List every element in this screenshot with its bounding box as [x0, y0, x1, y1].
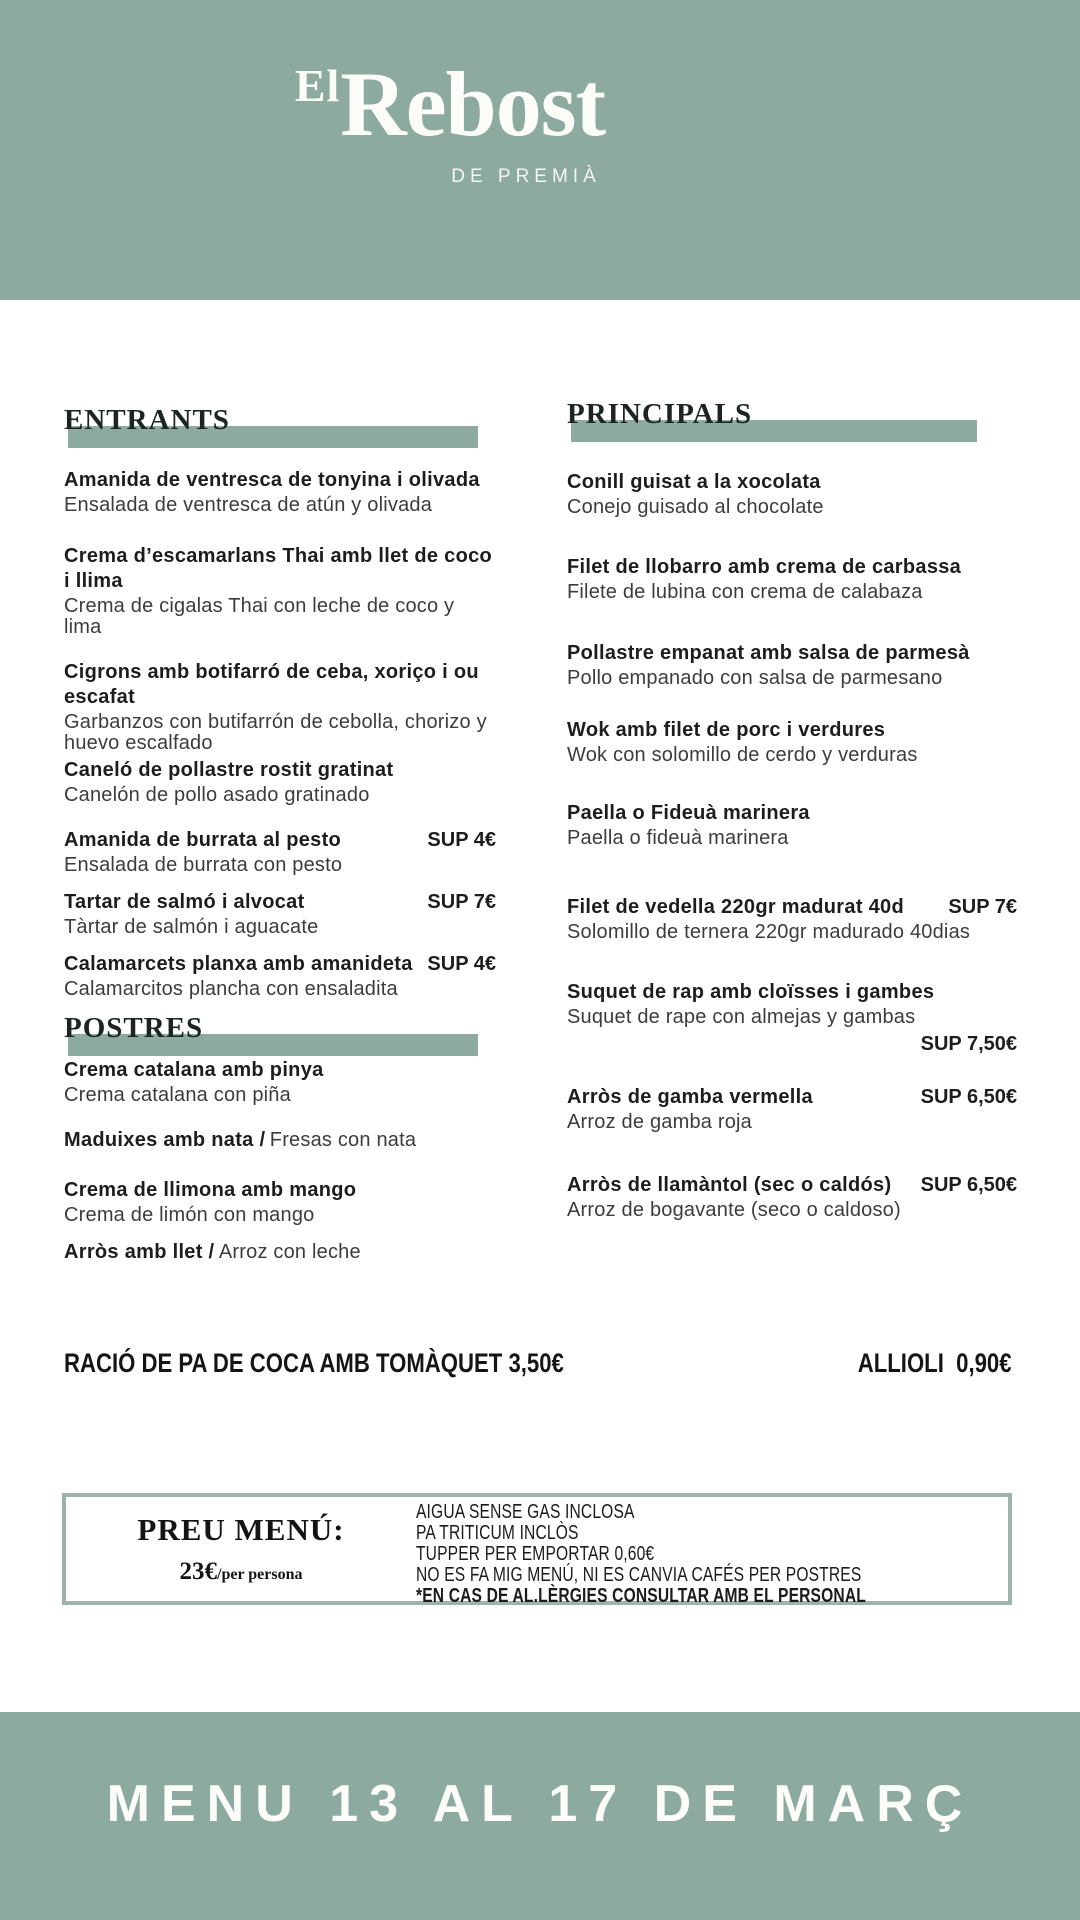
menu-item — [64, 952, 496, 1000]
menu-item — [567, 641, 1017, 689]
dish-name-es: Filete de lubina con crema de calabaza — [567, 581, 923, 603]
extras-row — [64, 1348, 1012, 1379]
menu-item — [567, 801, 1017, 849]
supplement-price: SUP 4€ — [427, 829, 496, 851]
menu-item — [64, 890, 496, 938]
dish-name-ca: Crema d’escamarlans Thai amb llet de coco i llima — [64, 545, 493, 592]
dish-name-ca: Arròs de llamàntol (sec o caldós) — [567, 1174, 892, 1196]
header-band — [0, 0, 1080, 300]
price-per: /per persona — [217, 1566, 303, 1583]
dish-name-ca: Conill guisat a la xocolata — [567, 471, 821, 493]
dish-name-es: Crema de limón con mango — [64, 1204, 315, 1226]
column-principals — [567, 398, 1017, 1221]
price-label: PREU MENÚ: — [137, 1512, 345, 1547]
dish-name-ca: Suquet de rap amb cloïsses i gambes — [567, 981, 935, 1003]
menu-item — [567, 895, 1017, 943]
menu-item — [567, 470, 1017, 518]
dish-name-es: Ensalada de ventresca de atún y olivada — [64, 494, 433, 516]
menu-item — [64, 828, 496, 876]
dish-name-es: Conejo guisado al chocolate — [567, 496, 824, 518]
supplement-price: SUP 7€ — [948, 896, 1017, 918]
dish-name-es: Arroz de bogavante (seco o caldoso) — [567, 1199, 901, 1221]
dish-name-ca: Filet de llobarro amb crema de carbassa — [567, 556, 962, 578]
menu-item — [567, 555, 1017, 603]
dish-name-es: Ensalada de burrata con pesto — [64, 854, 343, 876]
logo-rebost: Rebost — [340, 53, 606, 155]
logo-wordmark — [0, 53, 990, 155]
note-line-allergies: *EN CAS DE AL.LÈRGIES CONSULTAR AMB EL PERSONAL — [416, 1585, 866, 1607]
menu-item — [567, 1173, 1017, 1221]
dish-name-es: Garbanzos con butifarrón de cebolla, chorizo y huevo escalfado — [64, 711, 487, 754]
dish-name-es: Calamarcitos plancha con ensaladita — [64, 978, 398, 1000]
dish-name-es: Arroz de gamba roja — [567, 1111, 753, 1133]
dish-name-ca: Amanida de ventresca de tonyina i olivada — [64, 469, 480, 491]
price-box-notes — [416, 1497, 1008, 1607]
dish-name-ca: Calamarcets planxa amb amanideta — [64, 953, 413, 975]
section-heading-entrants: ENTRANTS — [64, 404, 496, 448]
column-entrants — [64, 404, 496, 1265]
menu-item — [567, 980, 1017, 1057]
menu-item — [567, 1085, 1017, 1133]
dish-name-es: Wok con solomillo de cerdo y verduras — [567, 744, 918, 766]
logo-subtitle: DE PREMIÀ — [451, 166, 601, 187]
section-heading-postres: POSTRES — [64, 1012, 496, 1056]
logo — [0, 53, 1080, 188]
note-line: TUPPER PER EMPORTAR 0,60€ — [416, 1543, 655, 1565]
footer-band — [0, 1712, 1080, 1920]
dish-name-es: Solomillo de ternera 220gr madurado 40dias — [567, 921, 971, 943]
section-heading-principals: PRINCIPALS — [567, 398, 1017, 442]
menu-item — [567, 718, 1017, 766]
dish-name-es: Paella o fideuà marinera — [567, 827, 789, 849]
menu-item — [64, 1058, 496, 1106]
dish-name-ca: Arròs amb llet / — [64, 1241, 215, 1263]
note-line: PA TRITICUM INCLÒS — [416, 1522, 579, 1544]
dish-name-ca: Pollastre empanat amb salsa de parmesà — [567, 642, 970, 664]
supplement-price: SUP 6,50€ — [920, 1174, 1017, 1196]
dish-name-ca: Amanida de burrata al pesto — [64, 829, 342, 851]
dish-name-ca: Crema catalana amb pinya — [64, 1059, 324, 1081]
price-box — [62, 1493, 1012, 1605]
dish-name-es: Pollo empanado con salsa de parmesano — [567, 667, 943, 689]
menu-item — [64, 1128, 496, 1153]
dish-name-es: Canelón de pollo asado gratinado — [64, 784, 370, 806]
price-value — [180, 1558, 303, 1586]
menu-item — [64, 660, 496, 754]
dish-name-ca: Cigrons amb botifarró de ceba, xoriço i ou escafat — [64, 661, 479, 708]
dish-name-es: Crema de cigalas Thai con leche de coco y lima — [64, 595, 455, 638]
dish-name-es: Fresas con nata — [269, 1129, 417, 1151]
dish-name-ca: Maduixes amb nata / — [64, 1129, 266, 1151]
supplement-price: SUP 6,50€ — [920, 1086, 1017, 1108]
dish-name-ca: Tartar de salmó i alvocat — [64, 891, 305, 913]
dish-name-ca: Wok amb filet de porc i verdures — [567, 719, 886, 741]
note-line: AIGUA SENSE GAS INCLOSA — [416, 1501, 635, 1523]
menu-item — [64, 1178, 496, 1226]
dish-name-es: Arroz con leche — [218, 1241, 361, 1263]
price-box-left — [66, 1497, 416, 1601]
footer-title: MENU 13 AL 17 DE MARÇ — [106, 1775, 974, 1833]
note-line: NO ES FA MIG MENÚ, NI ES CANVIA CAFÉS PER POSTRES — [416, 1564, 862, 1586]
menu-item — [64, 544, 496, 638]
dish-name-ca: Caneló de pollastre rostit gratinat — [64, 759, 394, 781]
supplement-price: SUP 4€ — [427, 953, 496, 975]
supplement-price: SUP 7€ — [427, 891, 496, 913]
dish-name-ca: Filet de vedella 220gr madurat 40d — [567, 896, 904, 918]
dish-name-es: Suquet de rape con almejas y gambas — [567, 1006, 916, 1028]
dish-name-es: Crema catalana con piña — [64, 1084, 291, 1106]
dish-name-ca: Crema de llimona amb mango — [64, 1179, 357, 1201]
menu-item — [64, 468, 496, 516]
dish-name-ca: Paella o Fideuà marinera — [567, 802, 810, 824]
dish-name-es: Tàrtar de salmón i aguacate — [64, 916, 319, 938]
menu-item — [64, 758, 496, 806]
extra-bread: RACIÓ DE PA DE COCA AMB TOMÀQUET 3,50€ — [64, 1348, 564, 1378]
menu-item — [64, 1240, 496, 1265]
extra-allioli: ALLIOLI 0,90€ — [858, 1348, 1012, 1378]
dish-name-ca: Arròs de gamba vermella — [567, 1086, 813, 1108]
price-amount: 23€ — [179, 1558, 217, 1585]
supplement-price: SUP 7,50€ — [920, 1033, 1017, 1055]
logo-el: El — [294, 60, 341, 111]
